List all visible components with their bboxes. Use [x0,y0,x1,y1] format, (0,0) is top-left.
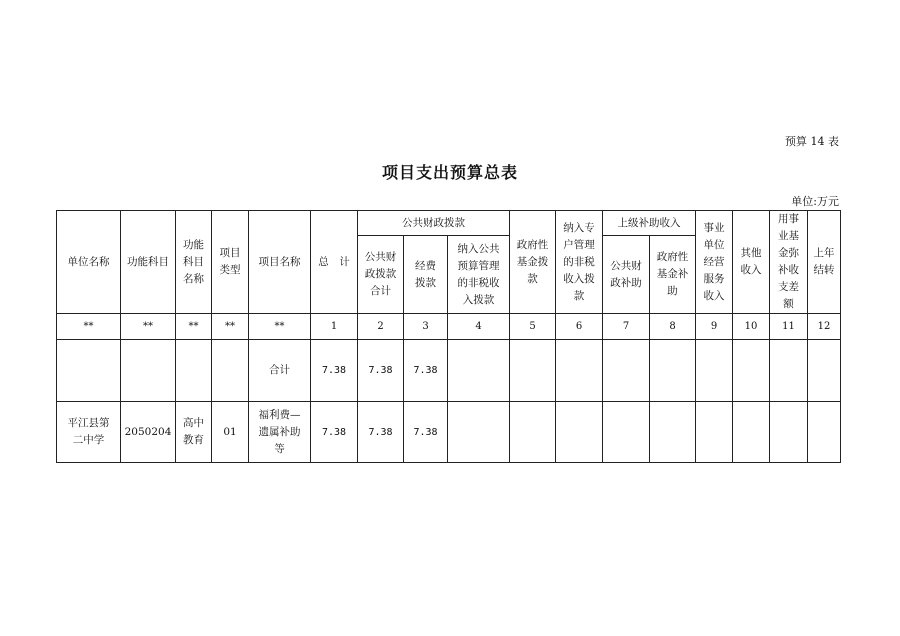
index-cell: ** [212,314,249,340]
empty-cell [510,340,556,402]
empty-cell [556,402,603,463]
row-func-subject-name: 高中 教育 [176,402,212,463]
row-funding: 7.38 [404,402,448,463]
col-project-name: 项目名称 [249,211,311,314]
index-cell: 10 [733,314,770,340]
col-carry-over: 上年 结转 [808,211,841,314]
col-func-subject: 功能科目 [121,211,176,314]
table-row [57,402,841,463]
header-row-1 [57,211,841,236]
budget-table [56,210,841,463]
empty-cell [603,402,650,463]
col-other-income: 其他 收入 [733,211,770,314]
col-gov-fund-subsidy: 政府性 基金补 助 [650,236,696,314]
empty-cell [556,340,603,402]
col-gov-fund: 政府性 基金拨 款 [510,211,556,314]
col-public-fiscal-sum: 公共财 政拨款 合计 [358,236,404,314]
total-total-cell: 7.38 [311,340,358,402]
col-group-superior: 上级补助收入 [603,211,696,236]
empty-cell [733,402,770,463]
index-cell: 1 [311,314,358,340]
col-func-subject-name: 功能 科目 名称 [176,211,212,314]
empty-cell [770,402,808,463]
total-label: 合计 [249,340,311,402]
row-project-type: 01 [212,402,249,463]
col-project-type: 项目 类型 [212,211,249,314]
empty-cell [176,340,212,402]
page-title: 项目支出预算总表 [381,163,518,182]
index-cell: 11 [770,314,808,340]
empty-cell [733,340,770,402]
unit-label: 单位:万元 [791,195,839,208]
col-business-income: 事业 单位 经营 服务 收入 [696,211,733,314]
empty-cell [448,340,510,402]
index-row [57,314,841,340]
index-cell: ** [176,314,212,340]
empty-cell [650,402,696,463]
empty-cell [808,340,841,402]
empty-cell [57,340,121,402]
index-cell: ** [121,314,176,340]
col-special-account: 纳入专 户管理 的非税 收入拨 款 [556,211,603,314]
index-cell: 5 [510,314,556,340]
empty-cell [510,402,556,463]
row-total: 7.38 [311,402,358,463]
empty-cell [650,340,696,402]
index-cell: ** [57,314,121,340]
empty-cell [696,402,733,463]
index-cell: 8 [650,314,696,340]
index-cell: 2 [358,314,404,340]
col-unit-name: 单位名称 [57,211,121,314]
index-cell: 6 [556,314,603,340]
total-public-fiscal-sum-cell: 7.38 [358,340,404,402]
index-cell: 3 [404,314,448,340]
col-public-fiscal-subsidy: 公共财 政补助 [603,236,650,314]
empty-cell [770,340,808,402]
empty-cell [212,340,249,402]
empty-cell [808,402,841,463]
index-cell: 12 [808,314,841,340]
document-code: 预算 14 表 [785,135,839,148]
col-fund-make-up: 用事 业基 金弥 补收 支差 额 [770,211,808,314]
row-unit-name: 平江县第 二中学 [57,402,121,463]
index-cell: ** [249,314,311,340]
col-total: 总 计 [311,211,358,314]
index-cell: 4 [448,314,510,340]
col-group-public-fiscal: 公共财政拨款 [358,211,510,236]
empty-cell [121,340,176,402]
row-project-name: 福利费— 遗属补助 等 [249,402,311,463]
row-public-fiscal-sum: 7.38 [358,402,404,463]
index-cell: 9 [696,314,733,340]
empty-cell [696,340,733,402]
empty-cell [448,402,510,463]
empty-cell [603,340,650,402]
col-non-tax: 纳入公共 预算管理 的非税收 入拨款 [448,236,510,314]
total-funding-cell: 7.38 [404,340,448,402]
index-cell: 7 [603,314,650,340]
row-func-subject: 2050204 [121,402,176,463]
col-funding: 经费 拨款 [404,236,448,314]
total-row [57,340,841,402]
